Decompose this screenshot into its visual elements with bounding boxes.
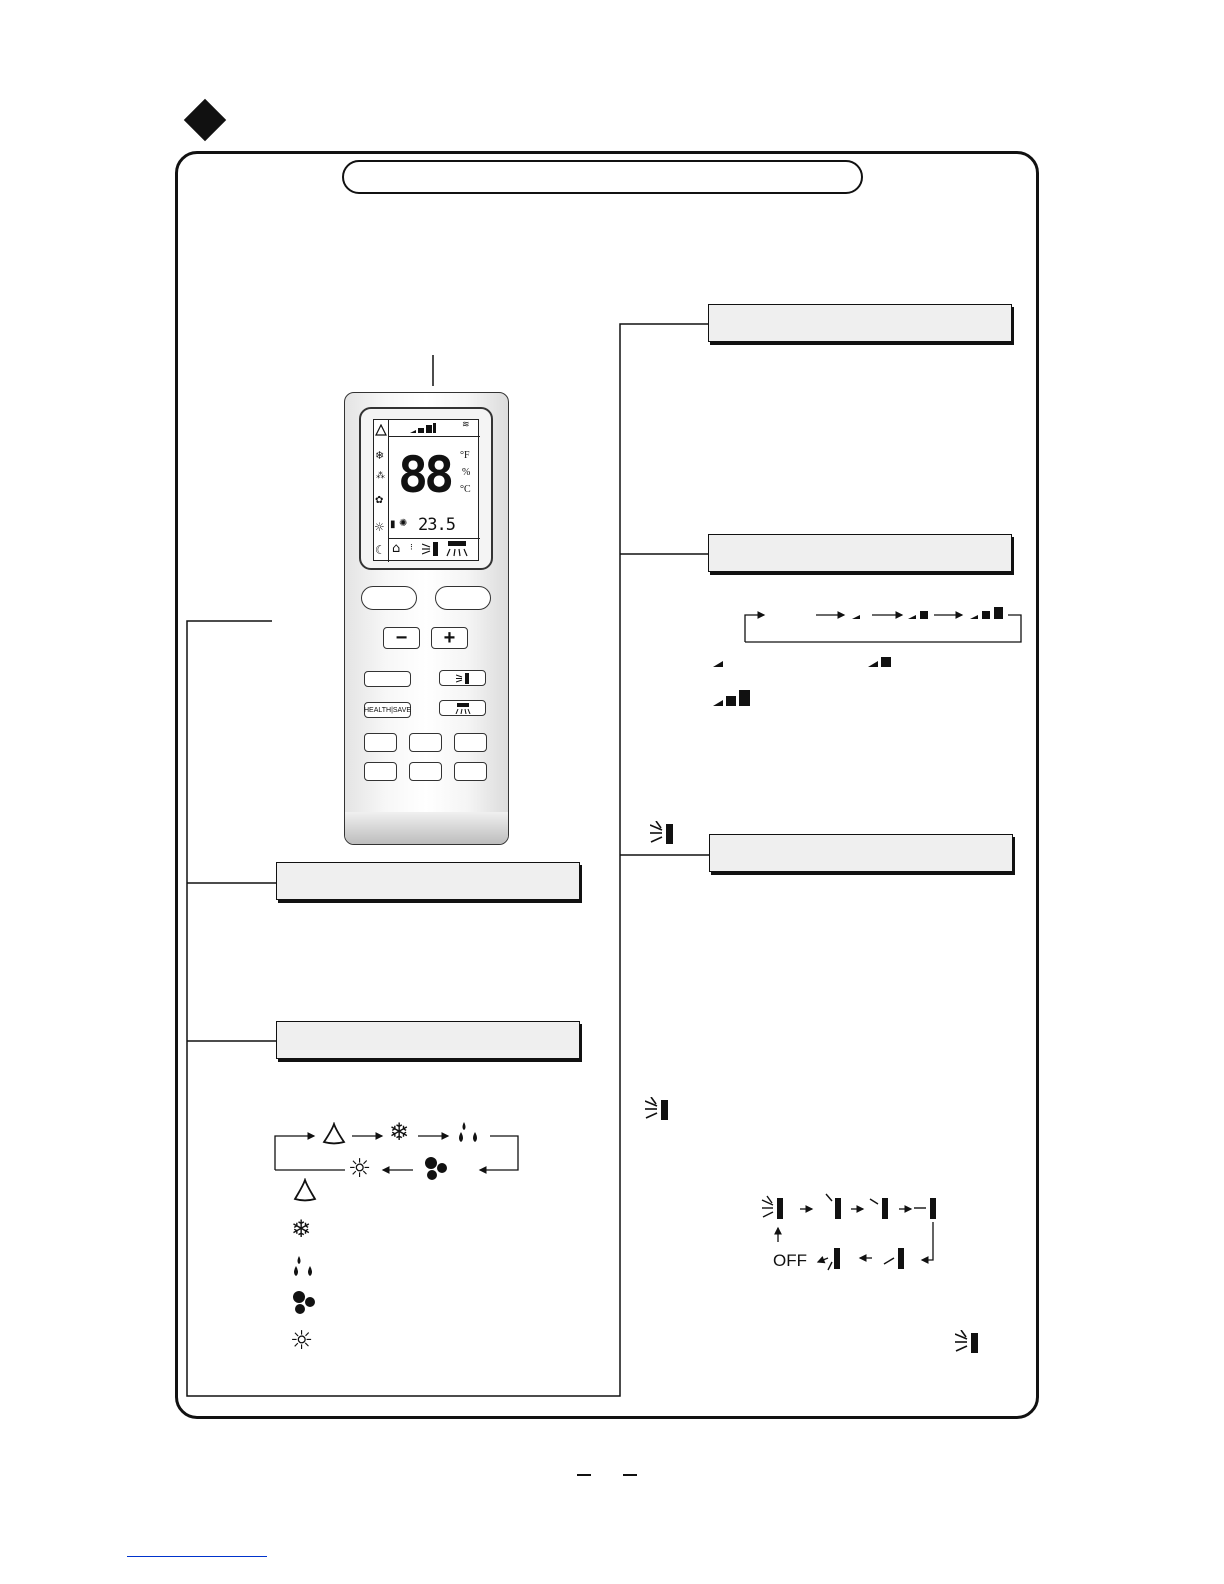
unit-percent: % bbox=[462, 467, 471, 478]
fan-icon: ✿ bbox=[375, 495, 384, 506]
horizontal-swing-icon bbox=[455, 703, 471, 714]
lcd-screen bbox=[373, 419, 479, 561]
remote-button-blank[interactable] bbox=[364, 671, 411, 687]
sun-icon: ☼ bbox=[348, 1154, 372, 1184]
wifi-icon: ≋ bbox=[462, 420, 470, 430]
unit-fahrenheit: °F bbox=[460, 450, 470, 461]
fan-speed-cycle-diagram bbox=[740, 602, 1030, 650]
snowflake-icon: ❄ bbox=[291, 1215, 312, 1243]
section-box-swing bbox=[709, 834, 1013, 872]
remote-bottom bbox=[345, 812, 508, 844]
swing-off-label: OFF bbox=[773, 1251, 807, 1270]
louver-swing-icon bbox=[650, 821, 676, 847]
health-save-button[interactable]: HEALTH|SAVE bbox=[364, 702, 411, 718]
auto-mode-icon bbox=[322, 1122, 346, 1146]
auto-mode-icon bbox=[375, 424, 387, 436]
remote-grid-button-2[interactable] bbox=[409, 733, 442, 752]
remote-grid-button-6[interactable] bbox=[454, 762, 487, 781]
lcd-main-digits: 88 bbox=[398, 446, 451, 504]
section-box-top-right bbox=[708, 304, 1012, 342]
louver-swing-icon bbox=[422, 541, 440, 557]
fan-speed-low-icon bbox=[713, 657, 727, 667]
water-drops-icon bbox=[456, 1120, 482, 1146]
remote-button-left-oval[interactable] bbox=[361, 586, 417, 610]
temp-down-button[interactable]: − bbox=[383, 627, 420, 649]
remote-grid-button-1[interactable] bbox=[364, 733, 397, 752]
horizontal-swing-button[interactable] bbox=[439, 700, 486, 716]
section-box-mode bbox=[276, 1021, 580, 1059]
remote-button-right-oval[interactable] bbox=[435, 586, 491, 610]
page-number-mark-right bbox=[623, 1474, 637, 1476]
house-icon: ⌂ bbox=[392, 541, 401, 556]
fan-speed-high-icon bbox=[713, 690, 753, 706]
remote-grid-button-4[interactable] bbox=[364, 762, 397, 781]
moon-icon: ☾ bbox=[375, 543, 386, 557]
louver-swing-icon bbox=[645, 1097, 671, 1123]
sun-icon: ☼ bbox=[290, 1326, 314, 1356]
fan-icon bbox=[291, 1290, 317, 1316]
sun-icon: ☼ bbox=[374, 520, 385, 534]
water-drops-icon bbox=[291, 1254, 317, 1280]
water-drops-icon: ⁂ bbox=[376, 471, 385, 481]
bulb-icon: ✺ bbox=[399, 518, 408, 529]
remote-control bbox=[344, 392, 509, 845]
remote-grid-button-3[interactable] bbox=[454, 733, 487, 752]
lcd-housing bbox=[359, 407, 493, 570]
fan-speed-mid-icon bbox=[868, 655, 894, 667]
fan-icon bbox=[423, 1156, 449, 1182]
section-box-left-1 bbox=[276, 862, 580, 900]
signal-bars-icon bbox=[410, 423, 436, 433]
temp-up-button[interactable]: + bbox=[431, 627, 468, 649]
auto-mode-icon bbox=[292, 1178, 318, 1204]
remote-grid-button-5[interactable] bbox=[409, 762, 442, 781]
timer-icon: ⁝ bbox=[410, 543, 413, 553]
horizontal-swing-icon bbox=[446, 541, 468, 557]
lcd-small-temp: 23.5 bbox=[418, 515, 455, 535]
lock-icon: ▮ bbox=[390, 519, 396, 530]
page-number-mark-left bbox=[577, 1474, 591, 1476]
footer-link-underline[interactable] bbox=[127, 1556, 267, 1557]
louver-swing-icon bbox=[456, 673, 470, 684]
snowflake-icon: ❄ bbox=[389, 1118, 410, 1146]
snowflake-icon: ❄ bbox=[375, 449, 385, 462]
swing-button[interactable] bbox=[439, 670, 486, 686]
section-box-fan-speed bbox=[708, 534, 1012, 572]
louver-swing-icon bbox=[955, 1330, 981, 1356]
unit-celsius: °C bbox=[460, 484, 471, 495]
